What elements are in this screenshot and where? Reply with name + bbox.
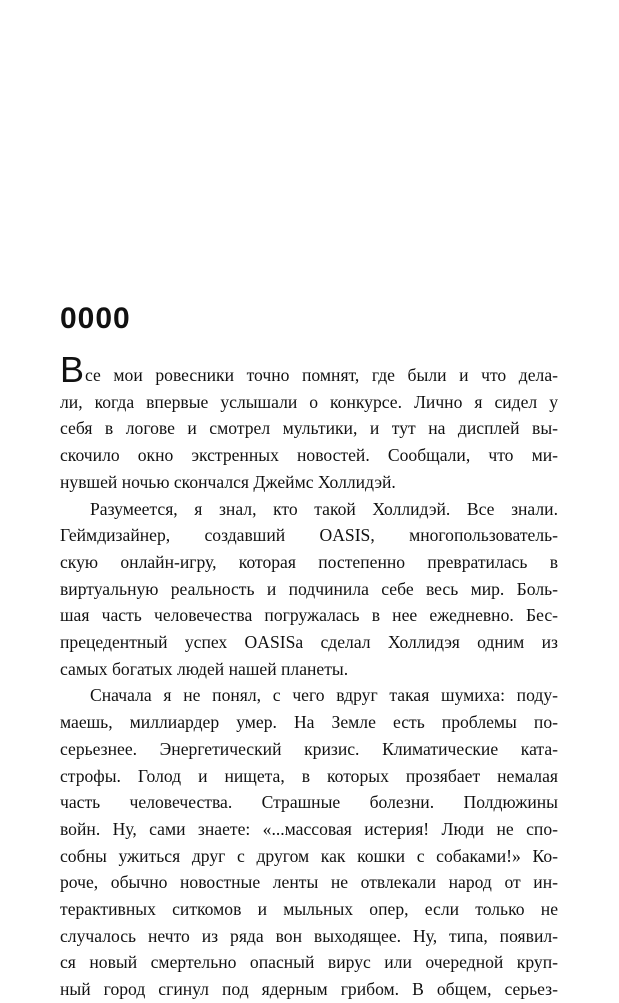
text-line: Сначала я не понял, с чего вдруг такая шумиха: поду- bbox=[90, 685, 558, 706]
chapter-heading: 0000 bbox=[60, 302, 131, 335]
text-line: шая часть человечества погружалась в нее ежедневно. Бес- bbox=[60, 605, 558, 626]
text-line: маешь, миллиардер умер. На Земле есть проблемы по- bbox=[60, 712, 558, 733]
text-line: себя в логове и смотрел мультики, и тут на дисплей вы- bbox=[60, 418, 558, 439]
text-line: скую онлайн-игру, которая постепенно превратилась в bbox=[60, 551, 558, 572]
text-line: Геймдизайнер, создавший OASIS, многопользователь- bbox=[60, 525, 558, 546]
text-line: войн. Ну, сами знаете: «...массовая истерия! Люди не спо- bbox=[60, 818, 558, 839]
text-line: самых богатых людей нашей планеты. bbox=[60, 658, 349, 679]
text-line: часть человечества. Страшные болезни. Полдюжины bbox=[60, 792, 558, 813]
text-line: скочило окно экстренных новостей. Сообщали, что ми- bbox=[60, 445, 558, 466]
paragraph-2 bbox=[60, 496, 558, 683]
text-line: случалось нечто из ряда вон выходящее. Ну, типа, появил- bbox=[60, 925, 558, 946]
text-line: строфы. Голод и нищета, в которых прозябает немалая bbox=[60, 765, 558, 786]
text-line: ся новый смертельно опасный вирус или очередной круп- bbox=[60, 952, 558, 973]
text-line-content: се мои ровесники точно помнят, где были и что дела- bbox=[85, 365, 558, 385]
paragraph-3 bbox=[60, 682, 558, 1002]
body-text bbox=[60, 349, 558, 1003]
text-line: собны ужиться друг с другом как кошки с собаками!» Ко- bbox=[60, 845, 558, 866]
text-line: ный город сгинул под ядерным грибом. В общем, серьез- bbox=[60, 979, 558, 1000]
paragraph-1 bbox=[60, 349, 558, 496]
drop-cap: В bbox=[60, 349, 85, 390]
text-line: терактивных ситкомов и мыльных опер, если только не bbox=[60, 899, 558, 920]
text-line: виртуальную реальность и подчинила себе весь мир. Боль- bbox=[60, 578, 558, 599]
text-line: прецедентный успех OASISа сделал Холлидэя одним из bbox=[60, 632, 558, 653]
text-line: нувшей ночью скончался Джеймс Холлидэй. bbox=[60, 471, 396, 492]
text-line: роче, обычно новостные ленты не отвлекали народ от ин- bbox=[60, 872, 558, 893]
text-line bbox=[60, 349, 558, 390]
text-line: Разумеется, я знал, кто такой Холлидэй. Все знали. bbox=[90, 498, 558, 519]
text-line: серьезнее. Энергетический кризис. Климатические ката- bbox=[60, 738, 558, 759]
text-line: ли, когда впервые услышали о конкурсе. Лично я сидел у bbox=[60, 391, 558, 412]
